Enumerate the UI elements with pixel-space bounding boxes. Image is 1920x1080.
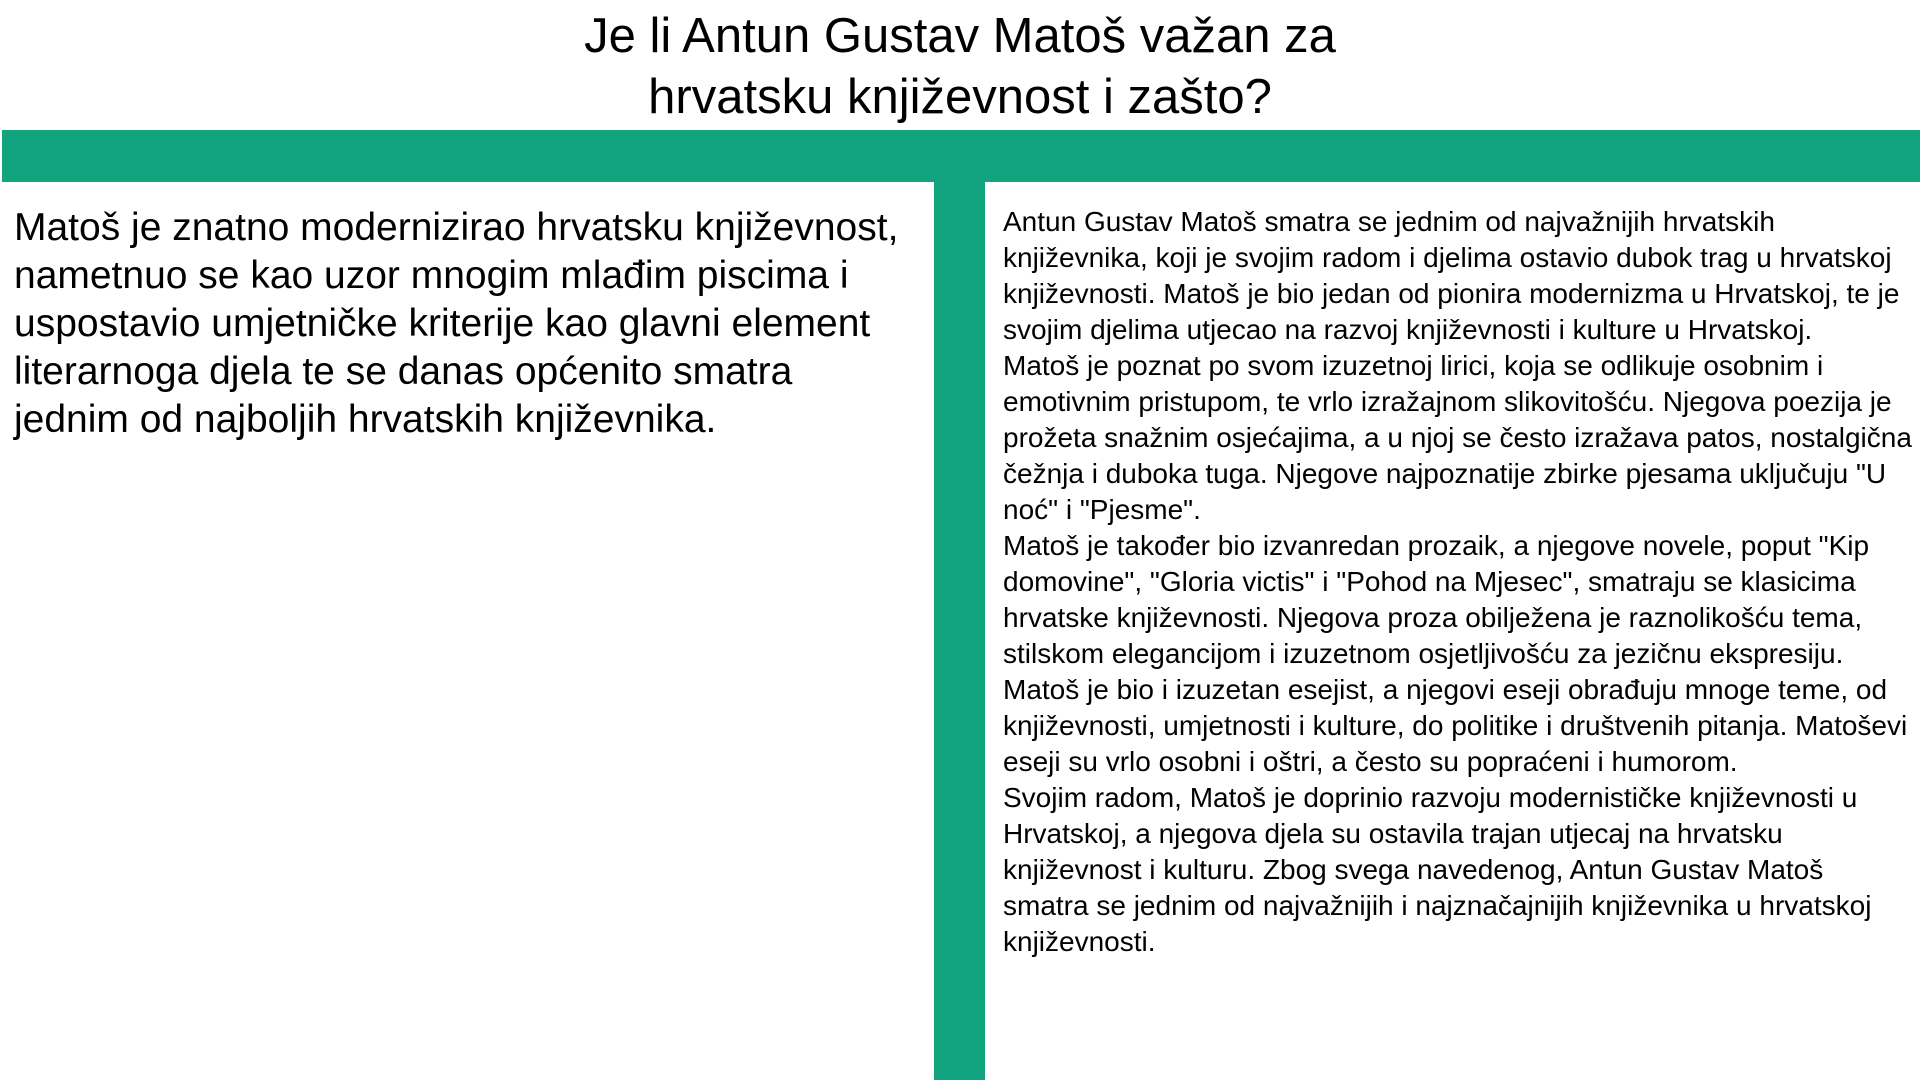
- long-answer-paragraph-conclusion: Svojim radom, Matoš je doprinio razvoju modernističke književnosti u Hrvatskoj, a njegova djela su ostavila trajan utjecaj na hrvatsku književnost i kulturu. Zbog svega navedenog, Antun Gustav Matoš smatra se jednim od najvažnijih i najznačajnijih književnika u hrvatskoj književnosti.: [1003, 782, 1872, 957]
- long-answer-paragraph-prose: Matoš je također bio izvanredan prozaik, a njegove novele, poput "Kip domovine", "Gloria victis" i "Pohod na Mjesec", smatraju se klasicima hrvatske književnosti. Njegova proza obilježena je raznolikošću tema, stilskom elegancijom i izuzetnom osjetljivošću za jezičnu ekspresiju.: [1003, 530, 1870, 669]
- long-answer-paragraph-lyric: Matoš je poznat po svom izuzetnoj lirici, koja se odlikuje osobnim i emotivnim pristupom, te vrlo izražajnom slikovitošću. Njegova poezija je prožeta snažnim osjećajima, a u njoj se često izražava patos, nostalgična čežnja i duboka tuga. Njegove najpoznatije zbirke pjesama uključuju "U noć" i "Pjesme".: [1003, 350, 1912, 525]
- slide-title-line-1: Je li Antun Gustav Matoš važan za: [584, 9, 1336, 63]
- long-answer-paragraph-essays: Matoš je bio i izuzetan esejist, a njegovi eseji obrađuju mnoge teme, od književnosti, umjetnosti i kulture, do politike i društvenih pitanja. Matoševi eseji su vrlo osobni i oštri, a često su popraćeni i humorom.: [1003, 674, 1908, 777]
- long-answer-text: [1003, 204, 1913, 960]
- slide-title: [0, 6, 1920, 128]
- vertical-divider-bar: [934, 182, 985, 1080]
- slide-title-line-2: hrvatsku književnost i zašto?: [648, 70, 1272, 124]
- short-answer-text: Matoš je znatno modernizirao hrvatsku književnost, nametnuo se kao uzor mnogim mlađim piscima i uspostavio umjetničke kriterije kao glavni element literarnoga djela te se danas općenito smatra jednim od najboljih hrvatskih književnika.: [14, 206, 899, 441]
- long-answer-paragraph-intro: Antun Gustav Matoš smatra se jednim od najvažnijih hrvatskih književnika, koji je svojim radom i djelima ostavio dubok trag u hrvatskoj književnosti. Matoš je bio jedan od pionira modernizma u Hrvatskoj, te je svojim djelima utjecao na razvoj književnosti i kulture u Hrvatskoj.: [1003, 206, 1900, 345]
- top-accent-bar: [2, 130, 1920, 182]
